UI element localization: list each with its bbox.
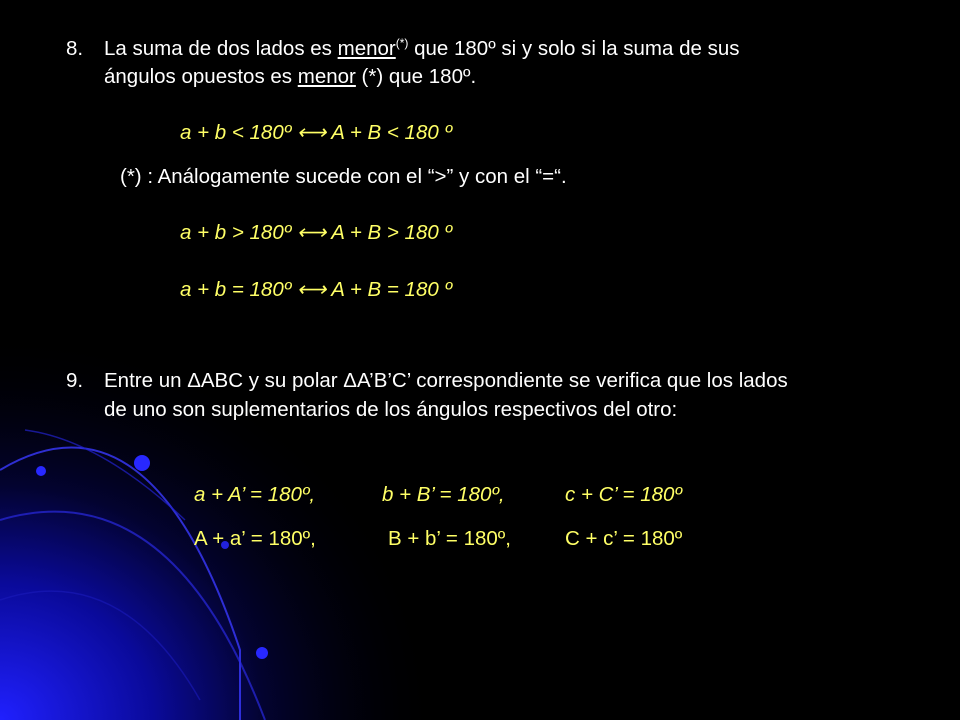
item-8-line-1-a: La suma de dos lados es xyxy=(104,37,338,60)
polar-relation-a: a + A’ = 180º, xyxy=(194,483,316,506)
item-9-number: 9. xyxy=(66,369,84,392)
item-8-line-2-a: ángulos opuestos es xyxy=(104,65,298,88)
item-9-line-2: de uno son suplementarios de los ángulos respectivos del otro: xyxy=(104,398,678,421)
item-8-line-1 xyxy=(104,35,740,63)
item-8-line-2-b: (*) que 180º. xyxy=(355,65,477,88)
item-8-number: 8. xyxy=(66,37,84,60)
item-8-line-1-b: que 180º si y solo si la suma de sus xyxy=(408,37,740,60)
item-8-line-2 xyxy=(104,63,476,91)
polar-relation-b: b + B’ = 180º, xyxy=(382,483,505,506)
formula-less-than: a + b < 180º ⟷ A + B < 180 º xyxy=(180,121,452,144)
formula-equal: a + b = 180º ⟷ A + B = 180 º xyxy=(180,278,452,301)
footnote-note: (*) : Análogamente sucede con el “>” y con el “=“. xyxy=(120,165,567,188)
item-8-footnote-marker: (*) xyxy=(395,36,409,50)
item-8-menor-1: menor xyxy=(337,37,396,60)
polar-relation-B: B + b’ = 180º, xyxy=(388,527,511,550)
polar-relation-c: c + C’ = 180º xyxy=(565,483,682,506)
formula-greater-than: a + b > 180º ⟷ A + B > 180 º xyxy=(180,221,452,244)
item-8-menor-2: menor xyxy=(297,65,356,88)
item-9-line-1: Entre un ΔABC y su polar ΔA’B’C’ correspondiente se verifica que los lados xyxy=(104,369,788,392)
polar-relation-C: C + c’ = 180º xyxy=(565,527,683,550)
polar-relation-A: A + a’ = 180º, xyxy=(194,527,316,550)
